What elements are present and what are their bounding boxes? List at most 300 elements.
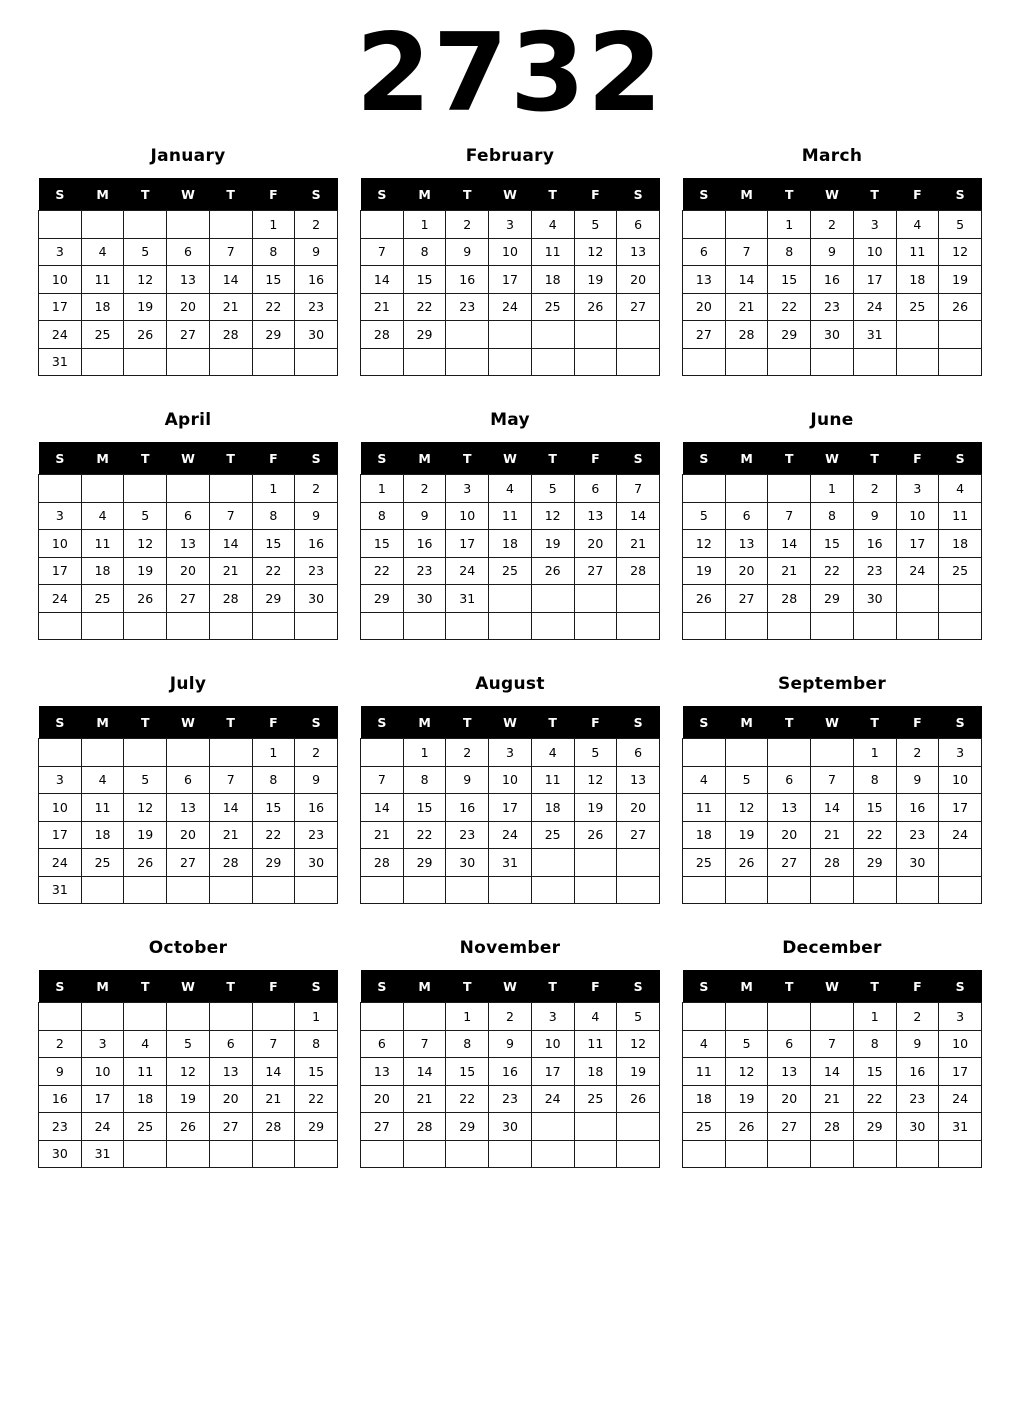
day-cell[interactable]: 29	[403, 321, 446, 349]
day-cell[interactable]: 10	[81, 1058, 124, 1086]
day-cell[interactable]: 28	[361, 849, 404, 877]
day-cell[interactable]: 25	[81, 321, 124, 349]
day-cell[interactable]: 13	[574, 502, 617, 530]
day-cell[interactable]: 17	[853, 266, 896, 294]
day-cell[interactable]: 5	[531, 475, 574, 503]
day-cell[interactable]: 26	[124, 849, 167, 877]
day-cell[interactable]: 26	[531, 557, 574, 585]
day-cell[interactable]: 19	[574, 266, 617, 294]
day-cell[interactable]: 11	[81, 266, 124, 294]
day-cell[interactable]: 1	[853, 739, 896, 767]
day-cell[interactable]: 12	[574, 238, 617, 266]
day-cell[interactable]: 20	[683, 293, 726, 321]
day-cell[interactable]: 3	[939, 1003, 982, 1031]
day-cell[interactable]: 10	[39, 266, 82, 294]
day-cell[interactable]: 26	[124, 321, 167, 349]
day-cell[interactable]: 31	[853, 321, 896, 349]
day-cell[interactable]: 29	[853, 849, 896, 877]
day-cell[interactable]: 16	[39, 1085, 82, 1113]
day-cell[interactable]: 7	[361, 766, 404, 794]
day-cell[interactable]: 14	[811, 794, 854, 822]
day-cell[interactable]: 14	[617, 502, 660, 530]
day-cell[interactable]: 4	[81, 766, 124, 794]
day-cell[interactable]: 21	[209, 821, 252, 849]
day-cell[interactable]: 5	[617, 1003, 660, 1031]
day-cell[interactable]: 11	[81, 794, 124, 822]
day-cell[interactable]: 22	[252, 557, 295, 585]
day-cell[interactable]: 15	[853, 1058, 896, 1086]
day-cell[interactable]: 25	[939, 557, 982, 585]
day-cell[interactable]: 4	[81, 238, 124, 266]
day-cell[interactable]: 3	[489, 211, 532, 239]
day-cell[interactable]: 6	[768, 766, 811, 794]
day-cell[interactable]: 12	[574, 766, 617, 794]
day-cell[interactable]: 26	[124, 585, 167, 613]
day-cell[interactable]: 14	[209, 530, 252, 558]
day-cell[interactable]: 29	[252, 849, 295, 877]
day-cell[interactable]: 22	[295, 1085, 338, 1113]
day-cell[interactable]: 7	[252, 1030, 295, 1058]
day-cell[interactable]: 1	[853, 1003, 896, 1031]
day-cell[interactable]: 10	[939, 1030, 982, 1058]
day-cell[interactable]: 13	[725, 530, 768, 558]
day-cell[interactable]: 23	[295, 557, 338, 585]
day-cell[interactable]: 2	[896, 739, 939, 767]
day-cell[interactable]: 3	[446, 475, 489, 503]
day-cell[interactable]: 24	[39, 849, 82, 877]
day-cell[interactable]: 9	[446, 238, 489, 266]
day-cell[interactable]: 20	[167, 293, 210, 321]
day-cell[interactable]: 10	[939, 766, 982, 794]
day-cell[interactable]: 21	[617, 530, 660, 558]
day-cell[interactable]: 28	[209, 321, 252, 349]
day-cell[interactable]: 6	[617, 211, 660, 239]
day-cell[interactable]: 27	[617, 293, 660, 321]
day-cell[interactable]: 19	[167, 1085, 210, 1113]
day-cell[interactable]: 9	[896, 1030, 939, 1058]
day-cell[interactable]: 18	[683, 821, 726, 849]
day-cell[interactable]: 25	[489, 557, 532, 585]
day-cell[interactable]: 13	[167, 530, 210, 558]
day-cell[interactable]: 20	[617, 794, 660, 822]
day-cell[interactable]: 5	[574, 211, 617, 239]
day-cell[interactable]: 22	[361, 557, 404, 585]
day-cell[interactable]: 11	[124, 1058, 167, 1086]
day-cell[interactable]: 2	[39, 1030, 82, 1058]
day-cell[interactable]: 2	[446, 739, 489, 767]
day-cell[interactable]: 13	[167, 794, 210, 822]
day-cell[interactable]: 23	[896, 821, 939, 849]
day-cell[interactable]: 5	[124, 238, 167, 266]
day-cell[interactable]: 16	[295, 794, 338, 822]
day-cell[interactable]: 9	[39, 1058, 82, 1086]
day-cell[interactable]: 23	[295, 821, 338, 849]
day-cell[interactable]: 19	[725, 1085, 768, 1113]
day-cell[interactable]: 6	[167, 238, 210, 266]
day-cell[interactable]: 28	[725, 321, 768, 349]
day-cell[interactable]: 24	[939, 1085, 982, 1113]
day-cell[interactable]: 10	[39, 530, 82, 558]
day-cell[interactable]: 10	[531, 1030, 574, 1058]
day-cell[interactable]: 7	[361, 238, 404, 266]
day-cell[interactable]: 13	[768, 794, 811, 822]
day-cell[interactable]: 18	[574, 1058, 617, 1086]
day-cell[interactable]: 22	[853, 1085, 896, 1113]
day-cell[interactable]: 31	[39, 876, 82, 904]
day-cell[interactable]: 15	[853, 794, 896, 822]
day-cell[interactable]: 10	[489, 238, 532, 266]
day-cell[interactable]: 29	[811, 585, 854, 613]
day-cell[interactable]: 21	[811, 821, 854, 849]
day-cell[interactable]: 27	[167, 849, 210, 877]
day-cell[interactable]: 12	[725, 1058, 768, 1086]
day-cell[interactable]: 2	[811, 211, 854, 239]
day-cell[interactable]: 17	[39, 557, 82, 585]
day-cell[interactable]: 13	[683, 266, 726, 294]
day-cell[interactable]: 12	[124, 530, 167, 558]
day-cell[interactable]: 17	[939, 794, 982, 822]
day-cell[interactable]: 31	[81, 1140, 124, 1168]
day-cell[interactable]: 20	[574, 530, 617, 558]
day-cell[interactable]: 28	[252, 1113, 295, 1141]
day-cell[interactable]: 1	[252, 739, 295, 767]
day-cell[interactable]: 8	[811, 502, 854, 530]
day-cell[interactable]: 17	[446, 530, 489, 558]
day-cell[interactable]: 15	[768, 266, 811, 294]
day-cell[interactable]: 30	[853, 585, 896, 613]
day-cell[interactable]: 8	[403, 238, 446, 266]
day-cell[interactable]: 8	[295, 1030, 338, 1058]
day-cell[interactable]: 29	[252, 585, 295, 613]
day-cell[interactable]: 13	[768, 1058, 811, 1086]
day-cell[interactable]: 14	[361, 794, 404, 822]
day-cell[interactable]: 3	[81, 1030, 124, 1058]
day-cell[interactable]: 26	[617, 1085, 660, 1113]
day-cell[interactable]: 22	[252, 293, 295, 321]
day-cell[interactable]: 19	[124, 557, 167, 585]
day-cell[interactable]: 9	[403, 502, 446, 530]
day-cell[interactable]: 15	[811, 530, 854, 558]
day-cell[interactable]: 13	[617, 766, 660, 794]
day-cell[interactable]: 6	[574, 475, 617, 503]
day-cell[interactable]: 2	[853, 475, 896, 503]
day-cell[interactable]: 30	[489, 1113, 532, 1141]
day-cell[interactable]: 25	[683, 849, 726, 877]
day-cell[interactable]: 22	[853, 821, 896, 849]
day-cell[interactable]: 30	[295, 849, 338, 877]
day-cell[interactable]: 21	[361, 293, 404, 321]
day-cell[interactable]: 19	[531, 530, 574, 558]
day-cell[interactable]: 29	[768, 321, 811, 349]
day-cell[interactable]: 19	[683, 557, 726, 585]
day-cell[interactable]: 17	[39, 821, 82, 849]
day-cell[interactable]: 30	[446, 849, 489, 877]
day-cell[interactable]: 5	[167, 1030, 210, 1058]
day-cell[interactable]: 22	[403, 821, 446, 849]
day-cell[interactable]: 23	[896, 1085, 939, 1113]
day-cell[interactable]: 19	[725, 821, 768, 849]
day-cell[interactable]: 13	[167, 266, 210, 294]
day-cell[interactable]: 18	[896, 266, 939, 294]
day-cell[interactable]: 17	[531, 1058, 574, 1086]
day-cell[interactable]: 23	[403, 557, 446, 585]
day-cell[interactable]: 7	[768, 502, 811, 530]
day-cell[interactable]: 16	[403, 530, 446, 558]
day-cell[interactable]: 14	[209, 266, 252, 294]
day-cell[interactable]: 30	[295, 585, 338, 613]
day-cell[interactable]: 20	[725, 557, 768, 585]
day-cell[interactable]: 22	[811, 557, 854, 585]
day-cell[interactable]: 24	[939, 821, 982, 849]
day-cell[interactable]: 25	[896, 293, 939, 321]
day-cell[interactable]: 13	[209, 1058, 252, 1086]
day-cell[interactable]: 6	[167, 502, 210, 530]
day-cell[interactable]: 4	[896, 211, 939, 239]
day-cell[interactable]: 1	[768, 211, 811, 239]
day-cell[interactable]: 7	[811, 766, 854, 794]
day-cell[interactable]: 17	[489, 266, 532, 294]
day-cell[interactable]: 18	[939, 530, 982, 558]
day-cell[interactable]: 15	[252, 266, 295, 294]
day-cell[interactable]: 24	[39, 585, 82, 613]
day-cell[interactable]: 8	[853, 766, 896, 794]
day-cell[interactable]: 23	[446, 821, 489, 849]
day-cell[interactable]: 5	[683, 502, 726, 530]
day-cell[interactable]: 27	[167, 585, 210, 613]
day-cell[interactable]: 25	[81, 849, 124, 877]
day-cell[interactable]: 21	[209, 557, 252, 585]
day-cell[interactable]: 8	[768, 238, 811, 266]
day-cell[interactable]: 11	[489, 502, 532, 530]
day-cell[interactable]: 28	[209, 585, 252, 613]
day-cell[interactable]: 29	[252, 321, 295, 349]
day-cell[interactable]: 26	[167, 1113, 210, 1141]
day-cell[interactable]: 2	[896, 1003, 939, 1031]
day-cell[interactable]: 20	[768, 821, 811, 849]
day-cell[interactable]: 6	[725, 502, 768, 530]
day-cell[interactable]: 21	[403, 1085, 446, 1113]
day-cell[interactable]: 24	[39, 321, 82, 349]
day-cell[interactable]: 17	[39, 293, 82, 321]
day-cell[interactable]: 1	[403, 739, 446, 767]
day-cell[interactable]: 4	[574, 1003, 617, 1031]
day-cell[interactable]: 8	[252, 502, 295, 530]
day-cell[interactable]: 3	[39, 238, 82, 266]
day-cell[interactable]: 12	[124, 266, 167, 294]
day-cell[interactable]: 15	[252, 530, 295, 558]
day-cell[interactable]: 1	[252, 211, 295, 239]
day-cell[interactable]: 9	[853, 502, 896, 530]
day-cell[interactable]: 20	[768, 1085, 811, 1113]
day-cell[interactable]: 23	[39, 1113, 82, 1141]
day-cell[interactable]: 31	[446, 585, 489, 613]
day-cell[interactable]: 19	[617, 1058, 660, 1086]
day-cell[interactable]: 1	[446, 1003, 489, 1031]
day-cell[interactable]: 25	[81, 585, 124, 613]
day-cell[interactable]: 21	[209, 293, 252, 321]
day-cell[interactable]: 7	[209, 502, 252, 530]
day-cell[interactable]: 9	[295, 766, 338, 794]
day-cell[interactable]: 3	[39, 502, 82, 530]
day-cell[interactable]: 18	[489, 530, 532, 558]
day-cell[interactable]: 8	[252, 766, 295, 794]
day-cell[interactable]: 20	[209, 1085, 252, 1113]
day-cell[interactable]: 23	[295, 293, 338, 321]
day-cell[interactable]: 30	[39, 1140, 82, 1168]
day-cell[interactable]: 14	[768, 530, 811, 558]
day-cell[interactable]: 6	[768, 1030, 811, 1058]
day-cell[interactable]: 18	[81, 293, 124, 321]
day-cell[interactable]: 1	[361, 475, 404, 503]
day-cell[interactable]: 17	[489, 794, 532, 822]
day-cell[interactable]: 29	[361, 585, 404, 613]
day-cell[interactable]: 18	[81, 557, 124, 585]
day-cell[interactable]: 27	[725, 585, 768, 613]
day-cell[interactable]: 28	[768, 585, 811, 613]
day-cell[interactable]: 27	[167, 321, 210, 349]
day-cell[interactable]: 15	[446, 1058, 489, 1086]
day-cell[interactable]: 5	[939, 211, 982, 239]
day-cell[interactable]: 5	[124, 766, 167, 794]
day-cell[interactable]: 2	[446, 211, 489, 239]
day-cell[interactable]: 25	[124, 1113, 167, 1141]
day-cell[interactable]: 29	[295, 1113, 338, 1141]
day-cell[interactable]: 13	[361, 1058, 404, 1086]
day-cell[interactable]: 23	[853, 557, 896, 585]
day-cell[interactable]: 12	[939, 238, 982, 266]
day-cell[interactable]: 4	[124, 1030, 167, 1058]
day-cell[interactable]: 12	[683, 530, 726, 558]
day-cell[interactable]: 30	[403, 585, 446, 613]
day-cell[interactable]: 27	[574, 557, 617, 585]
day-cell[interactable]: 10	[446, 502, 489, 530]
day-cell[interactable]: 30	[811, 321, 854, 349]
day-cell[interactable]: 30	[295, 321, 338, 349]
day-cell[interactable]: 27	[768, 849, 811, 877]
day-cell[interactable]: 22	[252, 821, 295, 849]
day-cell[interactable]: 28	[617, 557, 660, 585]
day-cell[interactable]: 11	[531, 766, 574, 794]
day-cell[interactable]: 25	[683, 1113, 726, 1141]
day-cell[interactable]: 24	[489, 293, 532, 321]
day-cell[interactable]: 19	[124, 821, 167, 849]
day-cell[interactable]: 27	[617, 821, 660, 849]
day-cell[interactable]: 22	[403, 293, 446, 321]
day-cell[interactable]: 16	[811, 266, 854, 294]
day-cell[interactable]: 28	[811, 849, 854, 877]
day-cell[interactable]: 18	[683, 1085, 726, 1113]
day-cell[interactable]: 8	[403, 766, 446, 794]
day-cell[interactable]: 27	[209, 1113, 252, 1141]
day-cell[interactable]: 10	[853, 238, 896, 266]
day-cell[interactable]: 7	[811, 1030, 854, 1058]
day-cell[interactable]: 12	[531, 502, 574, 530]
day-cell[interactable]: 24	[81, 1113, 124, 1141]
day-cell[interactable]: 9	[295, 238, 338, 266]
day-cell[interactable]: 27	[768, 1113, 811, 1141]
day-cell[interactable]: 5	[725, 1030, 768, 1058]
day-cell[interactable]: 11	[683, 1058, 726, 1086]
day-cell[interactable]: 8	[252, 238, 295, 266]
day-cell[interactable]: 31	[939, 1113, 982, 1141]
day-cell[interactable]: 10	[39, 794, 82, 822]
day-cell[interactable]: 18	[531, 266, 574, 294]
day-cell[interactable]: 29	[446, 1113, 489, 1141]
day-cell[interactable]: 21	[361, 821, 404, 849]
day-cell[interactable]: 24	[489, 821, 532, 849]
day-cell[interactable]: 4	[489, 475, 532, 503]
day-cell[interactable]: 9	[446, 766, 489, 794]
day-cell[interactable]: 17	[939, 1058, 982, 1086]
day-cell[interactable]: 20	[167, 557, 210, 585]
day-cell[interactable]: 12	[725, 794, 768, 822]
day-cell[interactable]: 23	[489, 1085, 532, 1113]
day-cell[interactable]: 7	[403, 1030, 446, 1058]
day-cell[interactable]: 24	[531, 1085, 574, 1113]
day-cell[interactable]: 3	[896, 475, 939, 503]
day-cell[interactable]: 14	[209, 794, 252, 822]
day-cell[interactable]: 3	[853, 211, 896, 239]
day-cell[interactable]: 5	[574, 739, 617, 767]
day-cell[interactable]: 1	[252, 475, 295, 503]
day-cell[interactable]: 24	[853, 293, 896, 321]
day-cell[interactable]: 11	[531, 238, 574, 266]
day-cell[interactable]: 21	[768, 557, 811, 585]
day-cell[interactable]: 4	[683, 766, 726, 794]
day-cell[interactable]: 30	[896, 1113, 939, 1141]
day-cell[interactable]: 7	[209, 766, 252, 794]
day-cell[interactable]: 7	[209, 238, 252, 266]
day-cell[interactable]: 26	[574, 821, 617, 849]
day-cell[interactable]: 4	[81, 502, 124, 530]
day-cell[interactable]: 26	[725, 1113, 768, 1141]
day-cell[interactable]: 20	[617, 266, 660, 294]
day-cell[interactable]: 27	[683, 321, 726, 349]
day-cell[interactable]: 11	[81, 530, 124, 558]
day-cell[interactable]: 8	[446, 1030, 489, 1058]
day-cell[interactable]: 18	[124, 1085, 167, 1113]
day-cell[interactable]: 14	[811, 1058, 854, 1086]
day-cell[interactable]: 15	[252, 794, 295, 822]
day-cell[interactable]: 22	[768, 293, 811, 321]
day-cell[interactable]: 25	[574, 1085, 617, 1113]
day-cell[interactable]: 3	[939, 739, 982, 767]
day-cell[interactable]: 16	[446, 266, 489, 294]
day-cell[interactable]: 14	[403, 1058, 446, 1086]
day-cell[interactable]: 30	[896, 849, 939, 877]
day-cell[interactable]: 23	[811, 293, 854, 321]
day-cell[interactable]: 6	[683, 238, 726, 266]
day-cell[interactable]: 11	[574, 1030, 617, 1058]
day-cell[interactable]: 24	[896, 557, 939, 585]
day-cell[interactable]: 28	[403, 1113, 446, 1141]
day-cell[interactable]: 14	[725, 266, 768, 294]
day-cell[interactable]: 11	[939, 502, 982, 530]
day-cell[interactable]: 28	[209, 849, 252, 877]
day-cell[interactable]: 21	[725, 293, 768, 321]
day-cell[interactable]: 25	[531, 293, 574, 321]
day-cell[interactable]: 3	[489, 739, 532, 767]
day-cell[interactable]: 12	[124, 794, 167, 822]
day-cell[interactable]: 9	[489, 1030, 532, 1058]
day-cell[interactable]: 18	[81, 821, 124, 849]
day-cell[interactable]: 4	[531, 739, 574, 767]
day-cell[interactable]: 16	[489, 1058, 532, 1086]
day-cell[interactable]: 13	[617, 238, 660, 266]
day-cell[interactable]: 26	[725, 849, 768, 877]
day-cell[interactable]: 15	[403, 266, 446, 294]
day-cell[interactable]: 26	[683, 585, 726, 613]
